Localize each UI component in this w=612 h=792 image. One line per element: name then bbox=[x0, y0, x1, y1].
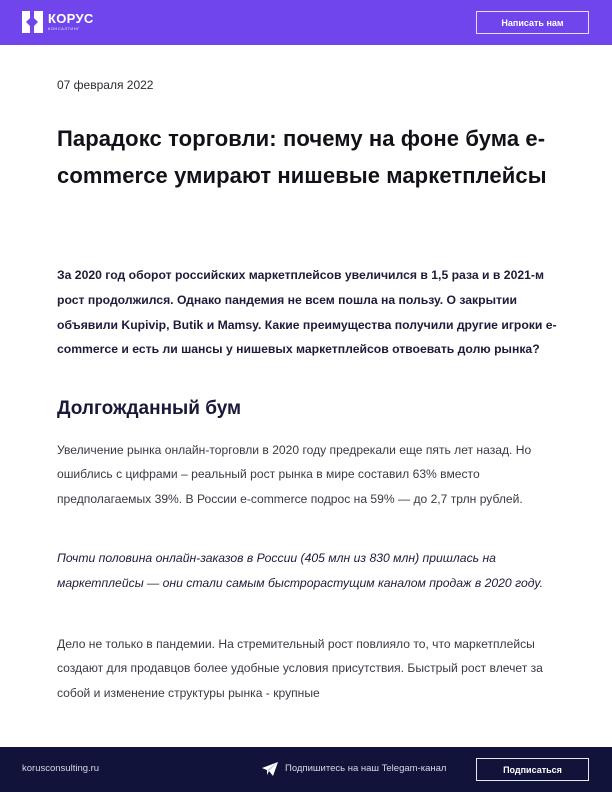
contact-us-button[interactable]: Написать нам bbox=[476, 11, 589, 34]
article-title: Парадокс торговли: почему на фоне бума e-commerce умирают нишевые маркетплейсы bbox=[57, 126, 547, 188]
korus-logo[interactable] bbox=[22, 11, 94, 33]
telegram-icon[interactable] bbox=[262, 762, 278, 776]
subscribe-button[interactable]: Подписаться bbox=[476, 758, 589, 781]
site-footer bbox=[0, 747, 612, 792]
article-paragraph: Увеличение рынка онлайн-торговли в 2020 году предрекали еще пять лет назад. Но ошиблись с цифрами – реальный рост рынка в мире составил 63% вместо предполагаемых 39%. В России e-commerce подрос на 59% — до 2,7 трлн рублей. bbox=[57, 443, 532, 506]
telegram-link-text[interactable]: Подпишитесь на наш Telegam-канал bbox=[285, 763, 447, 774]
korus-logo-icon bbox=[22, 11, 43, 33]
site-header bbox=[0, 0, 612, 45]
logo-subtitle: КОНСАЛТИНГ bbox=[48, 26, 80, 31]
section-heading: Долгожданный бум bbox=[57, 398, 242, 419]
footer-site-link[interactable]: korusconsulting.ru bbox=[22, 763, 100, 774]
article-lead: За 2020 год оборот российских маркетплейсов увеличился в 1,5 раза и в 2021-м рост продолжился. Однако пандемия не всем пошла на пользу. О закрытии объявили Kupivip, Butik и Mamsy. Какие преимущества получили другие игроки e-commerce и есть ли шансы у нишевых маркетплейсов отвоевать долю рынка? bbox=[57, 268, 557, 357]
article-date: 07 февраля 2022 bbox=[57, 78, 154, 92]
article-quote: Почти половина онлайн-заказов в России (405 млн из 830 млн) пришлась на маркетплейсы — они стали самым быстрорастущим каналом продаж в 2020 году. bbox=[57, 551, 543, 590]
logo-name: КОРУС bbox=[48, 11, 94, 26]
article-paragraph: Дело не только в пандемии. На стремительный рост повлияло то, что маркетплейсы создают для продавцов более удобные условия присутствия. Быстрый рост влечет за собой и изменение структуры рынка - крупные bbox=[57, 637, 543, 700]
